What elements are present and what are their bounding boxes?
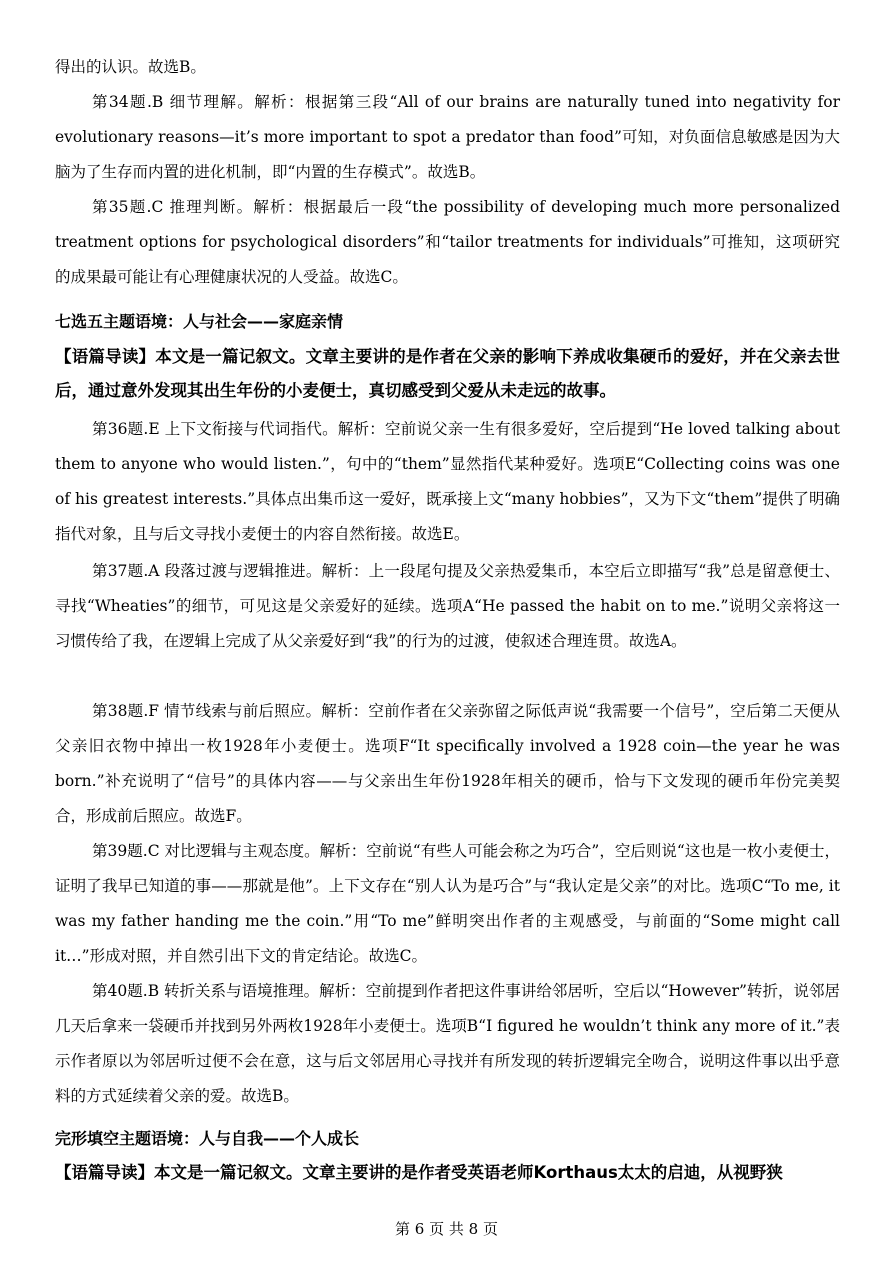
reading-guide-section2: 【语篇导读】本文是一篇记叙文。文章主要讲的是作者受英语老师Korthaus太太的启迪，从视野狭 xyxy=(55,1163,783,1182)
answer-q36: 第36题.E 上下文衔接与代词指代。解析：空前说父亲一生有很多爱好，空后提到“He loved talking about them to anyone who would listen.”，句中的“them”显然指代某种爱好。选项E“Collecting coins was one of his greatest interests.”具体点出集币这一爱好，既承接上文“many hobbies”，又为下文“them”提供了明确指代对象，且与后文寻找小麦便士的内容自然衔接。故选E。 xyxy=(55,420,840,543)
answer-q37: 第37题.A 段落过渡与逻辑推进。解析：上一段尾句提及父亲热爱集币，本空后立即描写“我”总是留意便士、寻找“Wheaties”的细节，可见这是父亲爱好的延续。选项A“He passed the habit on to me.”说明父亲将这一习惯传给了我，在逻辑上完成了从父亲爱好到“我”的行为的过渡，使叙述合理连贯。故选A。 xyxy=(55,562,840,650)
answer-q38: 第38题.F 情节线索与前后照应。解析：空前作者在父亲弥留之际低声说“我需要一个信号”，空后第二天便从父亲旧衣物中掉出一枚1928年小麦便士。选项F“It specifically involved a 1928 coin—the year he was born.”补充说明了“信号”的具体内容——与父亲出生年份1928年相关的硬币，恰与下文发现的硬币年份完美契合，形成前后照应。故选F。 xyxy=(55,702,840,825)
answer-q39: 第39题.C 对比逻辑与主观态度。解析：空前说“有些人可能会称之为巧合”，空后则说“这也是一枚小麦便士，证明了我早已知道的事——那就是他”。上下文存在“别人认为是巧合”与“我认定是父亲”的对比。选项C“To me, it was my father handing me the coin.”用“To me”鲜明突出作者的主观感受，与前面的“Some might call it…”形成对照，并自然引出下文的肯定结论。故选C。 xyxy=(55,842,840,965)
section-heading-seven-choose-five: 七选五主题语境：人与社会——家庭亲情 xyxy=(55,312,344,331)
answer-q34: 第34题.B 细节理解。解析：根据第三段“All of our brains are naturally tuned into negativity for evolutionary reasons—it’s more important to spot a predator than food”可知，对负面信息敏感是因为大脑为了生存而内置的进化机制，即“内置的生存模式”。故选B。 xyxy=(55,93,840,181)
reading-guide-section1: 【语篇导读】本文是一篇记叙文。文章主要讲的是作者在父亲的影响下养成收集硬币的爱好，并在父亲去世后，通过意外发现其出生年份的小麦便士，真切感受到父爱从未走远的故事。 xyxy=(55,347,840,400)
paragraph-continuation: 得出的认识。故选B。 xyxy=(55,58,206,76)
answer-q35: 第35题.C 推理判断。解析：根据最后一段“the possibility of developing much more personalized treatment options for psychological disorders”和“tailor treatments for individuals”可推知，这项研究的成果最可能让有心理健康状况的人受益。故选C。 xyxy=(55,198,840,286)
answer-q40: 第40题.B 转折关系与语境推理。解析：空前提到作者把这件事讲给邻居听，空后以“However”转折，说邻居几天后拿来一袋硬币并找到另外两枚1928年小麦便士。选项B“I figured he wouldn’t think any more of it.”表示作者原以为邻居听过便不会在意，这与后文邻居用心寻找并有所发现的转折逻辑完全吻合，说明这件事以出乎意料的方式延续着父亲的爱。故选B。 xyxy=(55,982,840,1105)
page-number-footer: 第 6 页 共 8 页 xyxy=(395,1220,498,1238)
section-heading-cloze: 完形填空主题语境：人与自我——个人成长 xyxy=(55,1129,360,1148)
